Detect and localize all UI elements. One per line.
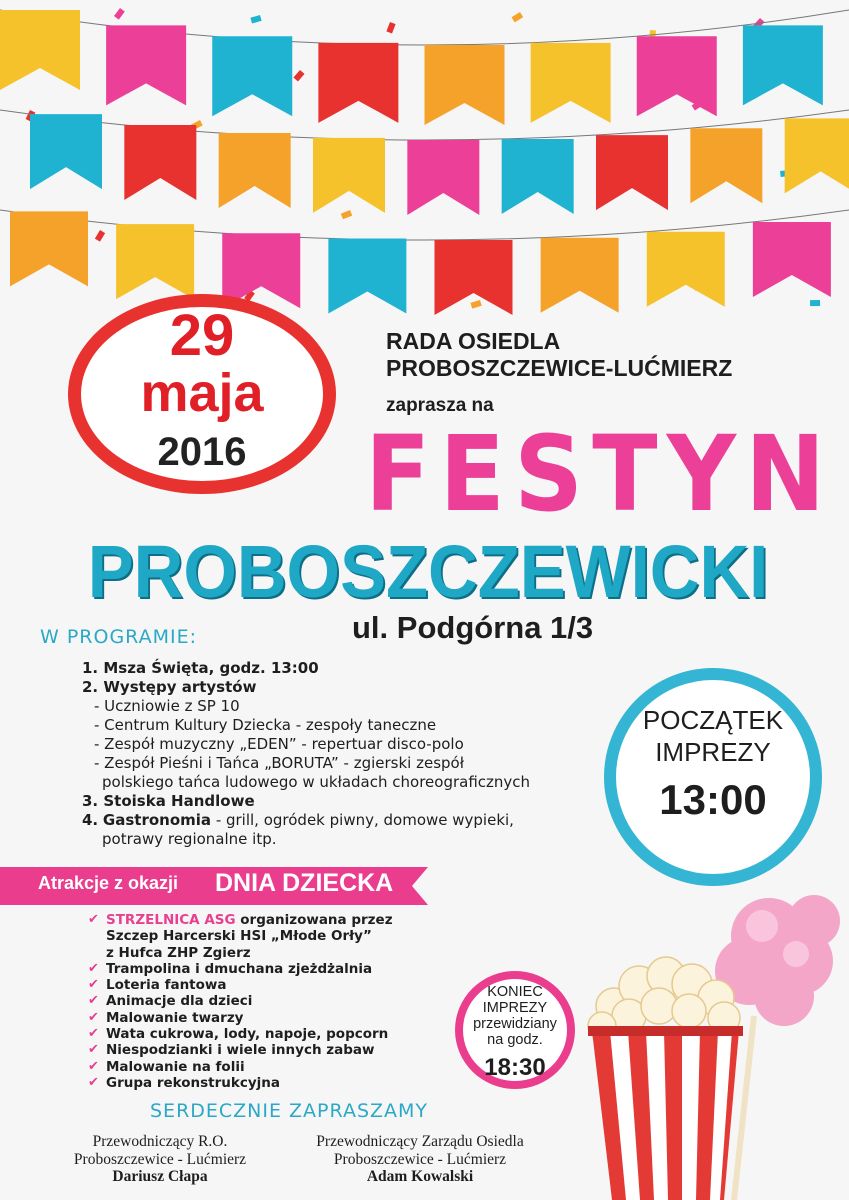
pennant-flag: [116, 224, 194, 299]
pennant-flag: [541, 238, 619, 313]
program-sub-4: - Zespół Pieśni i Tańca „BORUTA” - zgierski zespół: [94, 754, 464, 772]
end-label-line3: przewidziany: [473, 1016, 557, 1032]
pennant-flag: [647, 232, 725, 307]
start-label-line1: POCZĄTEK: [642, 705, 784, 735]
attraction-item: ✔ Loteria fantowa: [88, 977, 227, 994]
start-label-line2: IMPREZY: [655, 737, 771, 767]
pennant-flag: [753, 222, 831, 297]
attractions-list: [88, 912, 448, 1091]
organizer-line1: RADA OSIEDLA: [386, 328, 561, 354]
organizer-name: [386, 328, 732, 382]
program-item-4-cont: potrawy regionalne itp.: [102, 830, 277, 848]
pennant-flag: [743, 25, 823, 105]
pennant-flag: [313, 138, 385, 213]
check-icon: ✔: [88, 960, 99, 976]
pennant-flag: [407, 140, 479, 215]
end-label-line4: na godz.: [487, 1032, 543, 1048]
attraction-item: ✔ Wata cukrowa, lody, napoje, popcorn: [88, 1026, 389, 1043]
program-sub-2: - Centrum Kultury Dziecka - zespoły taneczne: [94, 716, 437, 734]
signature-right-role: Przewodniczący Zarządu Osiedla: [316, 1133, 524, 1150]
check-icon: ✔: [88, 1026, 99, 1042]
check-icon: ✔: [88, 1009, 99, 1025]
check-icon: ✔: [88, 977, 99, 993]
popcorn-cotton-candy-illustration: [584, 866, 849, 1200]
program-sub-4-cont: polskiego tańca ludowego w układach choreograficznych: [102, 773, 531, 791]
pennant-flag: [502, 139, 574, 214]
check-icon: ✔: [88, 993, 99, 1009]
date-year: 2016: [157, 430, 247, 474]
attraction-item: ✔ Trampolina i dmuchana zjeżdżalnia: [88, 960, 373, 977]
attraction-item: ✔ Animacje dla dzieci: [88, 993, 253, 1010]
pennant-flag: [637, 36, 717, 116]
program-sub-1: - Uczniowie z SP 10: [94, 697, 240, 715]
end-time: 18:30: [484, 1054, 546, 1081]
attractions-banner-big: DNIA DZIECKA: [215, 869, 394, 897]
program-item-4: 4. Gastronomia - grill, ogródek piwny, domowe wypieki,: [82, 811, 514, 829]
attraction-item: ✔ Malowanie twarzy: [88, 1009, 244, 1026]
attractions-banner-small: Atrakcje z okazji: [38, 873, 179, 893]
attraction-item-asg-line2: Szczep Harcerski HSI „Młode Orły”: [106, 928, 372, 945]
pennant-flag: [106, 25, 186, 105]
bunting-decoration: [0, 0, 849, 320]
attraction-item-asg-line3: z Hufca ZHP Zgierz: [106, 944, 251, 961]
end-time-label: [455, 984, 575, 1048]
attraction-item: ✔ Grupa rekonstrukcyjna: [88, 1074, 281, 1091]
program-sub-3: - Zespół muzyczny „EDEN” - repertuar disco-polo: [94, 735, 464, 753]
event-title-festyn: FESTYN: [365, 413, 835, 535]
organizer-line2: PROBOSZCZEWICE-LUĆMIERZ: [386, 355, 733, 381]
pennant-flag: [531, 43, 611, 123]
pennant-flags: [0, 10, 849, 315]
program-heading: W PROGRAMIE:: [40, 626, 197, 648]
attraction-item: ✔ Niespodzianki i wiele innych zabaw: [88, 1042, 375, 1059]
check-icon: ✔: [88, 912, 99, 927]
attraction-item: ✔ Malowanie na folii: [88, 1058, 245, 1075]
pennant-flag: [425, 45, 505, 125]
pennant-flag: [328, 238, 406, 313]
pennant-flag: [10, 211, 88, 286]
attraction-item-asg: ✔ STRZELNICA ASG organizowana przez: [88, 912, 393, 928]
program-item-1: 1. Msza Święta, godz. 13:00: [82, 659, 319, 677]
signature-left-role: Przewodniczący R.O.: [92, 1133, 228, 1150]
pennant-flag: [219, 133, 291, 208]
pennant-flag: [212, 36, 292, 116]
date-day: 29: [169, 303, 235, 368]
end-label-line2: IMPREZY: [482, 1000, 548, 1016]
start-time: 13:00: [659, 776, 767, 823]
signature-left-place: Proboszczewice - Lućmierz: [73, 1150, 247, 1168]
check-icon: ✔: [88, 1074, 99, 1090]
pennant-flag: [785, 118, 849, 193]
signature-right-name: Adam Kowalski: [366, 1168, 474, 1185]
event-title-proboszczewicki: PROBOSZCZEWICKI: [87, 530, 769, 613]
signature-right: [285, 1133, 555, 1186]
event-address: ul. Podgórna 1/3: [352, 610, 594, 645]
end-label-line1: KONIEC: [487, 984, 543, 1000]
date-month: maja: [140, 363, 264, 423]
pennant-flag: [318, 43, 398, 123]
signature-left-name: Dariusz Cłapa: [112, 1168, 208, 1185]
program-item-3: 3. Stoiska Handlowe: [82, 792, 255, 810]
pennant-flag: [124, 125, 196, 200]
signature-right-place: Proboszczewice - Lućmierz: [333, 1150, 507, 1168]
invite-text: zaprasza na: [386, 395, 494, 416]
signature-left: [30, 1133, 290, 1186]
pennant-flag: [690, 128, 762, 203]
pennant-flag: [596, 135, 668, 210]
program-item-2: 2. Występy artystów: [82, 678, 257, 696]
closing-text: SERDECZNIE ZAPRASZAMY: [150, 1100, 429, 1122]
pennant-flag: [0, 10, 80, 90]
program-list: [82, 659, 602, 849]
pennant-flag: [30, 114, 102, 189]
check-icon: ✔: [88, 1058, 99, 1074]
check-icon: ✔: [88, 1042, 99, 1058]
